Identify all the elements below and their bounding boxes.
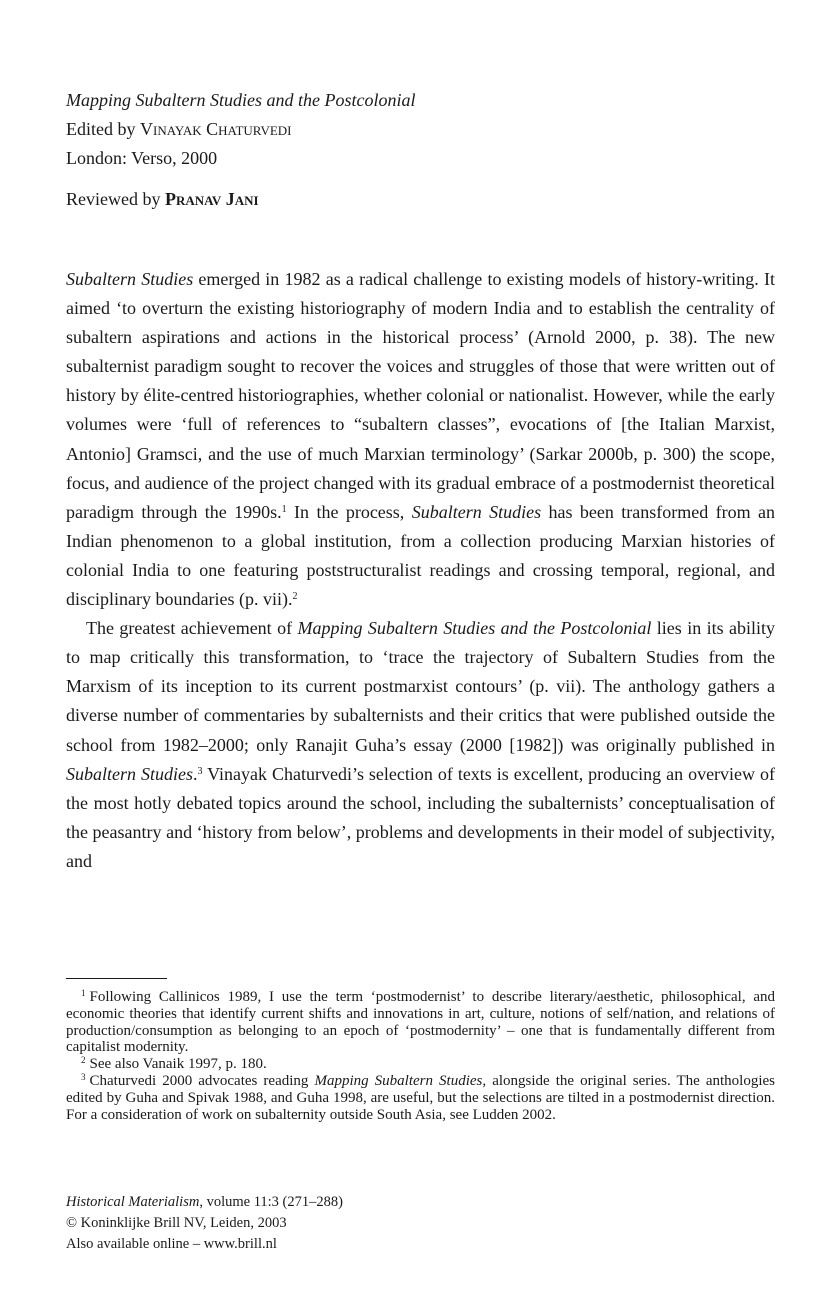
paragraph-1: Subaltern Studies emerged in 1982 as a radical challenge to existing models of history-writing. It aimed ‘to overturn the existing historiography of modern India and to establish the centrality of subaltern aspirations and actions in the historical process’ (Arnold 2000, p. 38). The new subalternist paradigm sought to recover the voices and struggles of those that were written out of history by élite-centred historiographies, whether colonial or nationalist. However, while the early volumes were ‘full of references to “subaltern classes”, evocations of [the Italian Marxist, Antonio] Gramsci, and the use of much Marxian terminology’ (Sarkar 2000b, p. 300) the scope, focus, and audience of the project changed with its gradual embrace of a postmodernist theoretical paradigm through the 1990s.$^1$ In the process, Subaltern Studies has been transformed from an Indian phenomenon to a global institution, from a collection producing Marxian histories of colonial India to one featuring poststructuralist readings and crossing temporal, regional, and disciplinary boundaries (p. vii).$^2$ (66, 269, 776, 610)
reviewer-name: Pranav Jani (164, 189, 259, 209)
book-header (66, 86, 415, 173)
review-body (66, 265, 775, 876)
paragraph-2: The greatest achievement of Mapping Subaltern Studies and the Postcolonial lies in its ability to map critically this transformation, to ‘trace the trajectory of Subaltern Studies from the Marxism of its inception to its current postmarxist contours’ (p. vii). The anthology gathers a diverse number of commentaries by subalternists and their critics that were published outside the school from 1982–2000; only Ranajit Guha’s essay (2000 [1982]) was originally published in Subaltern Studies.$^3$ Vinayak Chaturvedi’s selection of texts is excellent, producing an overview of the most hotly debated topics around the school, including the subalternists’ conceptualisation of the peasantry and ‘history from below’, problems and developments in their model of subjectivity, and (66, 618, 775, 871)
journal-footer (66, 1192, 343, 1255)
footnote-1: $^1$ Following Callinicos 1989, I use the term ‘postmodernist’ to describe literary/aesthetic, philosophical, and economic theories that identify current shifts and innovations in art, culture, notions of self/nation, and relations of production/consumption as belonging to an epoch of ‘postmodernity’ – one that is fundamentally different from capitalist modernity. (66, 988, 775, 1056)
footnote-ref-1[interactable]: 1 (281, 503, 287, 515)
footnote-ref-2[interactable]: 2 (292, 591, 298, 603)
footnote-ref-3[interactable]: 3 (197, 765, 203, 777)
footnote-divider (66, 978, 167, 979)
reviewer-line: Reviewed by Pranav Jani (66, 189, 259, 209)
online-availability: Also available online – www.brill.nl (66, 1236, 277, 1252)
editor-name: Vinayak Chaturvedi (140, 119, 292, 139)
journal-citation: Historical Materialism, volume 11:3 (271–288) (66, 1194, 343, 1210)
copyright-line: © Koninklijke Brill NV, Leiden, 2003 (66, 1215, 287, 1231)
book-editor: Edited by Vinayak Chaturvedi (66, 119, 292, 139)
book-title: Mapping Subaltern Studies and the Postcolonial (66, 90, 416, 110)
footnote-2: $^2$ See also Vanaik 1997, p. 180. (81, 1055, 267, 1073)
book-publisher: London: Verso, 2000 (66, 148, 218, 168)
footnotes (66, 989, 775, 1123)
footnote-3: $^3$ Chaturvedi 2000 advocates reading Mapping Subaltern Studies, alongside the original series. The anthologies edited by Guha and Spivak 1988, and Guha 1998, are useful, but the selections are tilted in a postmodernist direction. For a consideration of work on subalternity outside South Asia, see Ludden 2002. (66, 1071, 776, 1123)
